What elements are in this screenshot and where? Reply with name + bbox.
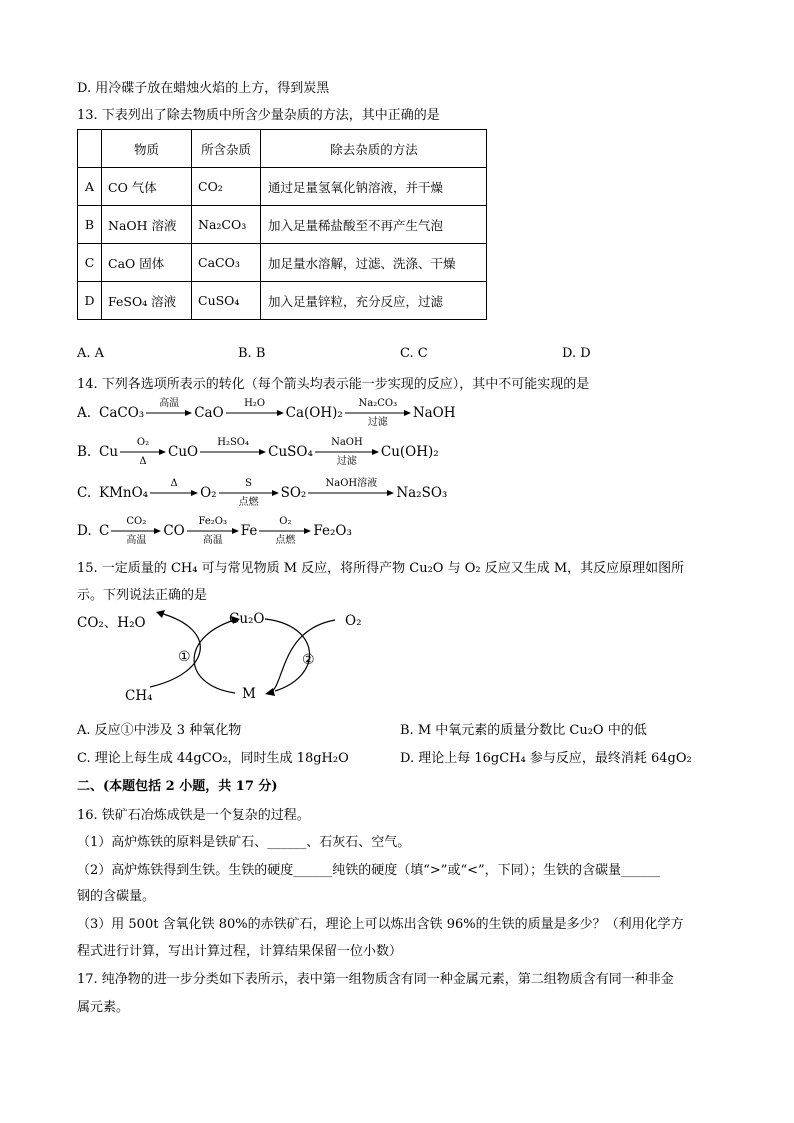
arrow-condition-top: O₂ bbox=[279, 516, 292, 527]
label-step-1: ① bbox=[178, 649, 191, 665]
table-cell: D bbox=[78, 282, 102, 320]
q13-stem: 13. 下表列出了除去物质中所含少量杂质的方法，其中正确的是 bbox=[77, 108, 440, 123]
reaction-arrow bbox=[315, 437, 379, 467]
arrow-icon bbox=[219, 489, 279, 497]
label-ch4: CH₄ bbox=[125, 688, 153, 704]
table-cell: CO 气体 bbox=[102, 168, 192, 206]
reaction-arrow bbox=[111, 516, 161, 546]
q17-stem-line1: 17. 纯净物的进一步分类如下表所示，表中第一组物质含有同一种金属元素，第二组物质含有同一种非金 bbox=[77, 972, 674, 987]
q13-table bbox=[77, 129, 487, 320]
arrow-condition-bottom: 过滤 bbox=[367, 417, 388, 428]
arrow-condition-top: Fe₂O₃ bbox=[198, 516, 228, 527]
q15-option-a: A. 反应①中涉及 3 种氧化物 bbox=[77, 723, 242, 738]
table-header-cell: 物质 bbox=[102, 130, 192, 168]
option-label: B. bbox=[77, 444, 92, 460]
option-label: D. bbox=[77, 523, 92, 539]
table-cell: NaOH 溶液 bbox=[102, 206, 192, 244]
table-header-cell: 除去杂质的方法 bbox=[261, 130, 487, 168]
q15-option-d: D. 理论上每 16gCH₄ 参与反应，最终消耗 64gO₂ bbox=[400, 751, 692, 766]
table-cell: A bbox=[78, 168, 102, 206]
table-row bbox=[78, 168, 487, 206]
q14-option-c bbox=[77, 478, 447, 508]
table-cell: CO₂ bbox=[192, 168, 261, 206]
table-header-row bbox=[78, 130, 487, 168]
q17-stem-line2: 属元素。 bbox=[77, 1000, 130, 1015]
table-cell: Na₂CO₃ bbox=[192, 206, 261, 244]
table-cell: CaCO₃ bbox=[192, 244, 261, 282]
arrow-icon bbox=[111, 527, 161, 535]
species: Cu bbox=[99, 444, 119, 460]
species: Fe₂O₃ bbox=[313, 523, 352, 539]
arrow-condition-top: O₂ bbox=[136, 437, 150, 448]
q14-option-a bbox=[77, 398, 456, 428]
cycle-arc-1 bbox=[150, 613, 200, 687]
reaction-arrow bbox=[345, 398, 411, 428]
cycle-arc-3 bbox=[194, 619, 238, 693]
reaction-arrow bbox=[187, 516, 239, 546]
species: CuSO₄ bbox=[268, 444, 313, 460]
table-cell: CuSO₄ bbox=[192, 282, 261, 320]
reaction-arrow bbox=[259, 516, 311, 546]
arrow-icon bbox=[120, 448, 166, 456]
species: Ca(OH)₂ bbox=[285, 405, 343, 421]
q16-part3-line1: （3）用 500t 含氧化铁 80%的赤铁矿石，理论上可以炼出含铁 96%的生铁的质量是多少？（利用化学方 bbox=[77, 917, 684, 932]
option-label: C. bbox=[77, 485, 92, 501]
species: CO bbox=[163, 523, 185, 539]
label-o2: O₂ bbox=[345, 613, 362, 629]
species: CaO bbox=[194, 405, 224, 421]
reaction-arrow bbox=[200, 437, 266, 467]
reaction-arrow bbox=[150, 478, 198, 508]
arrow-condition-top: NaOH bbox=[331, 437, 363, 448]
label-cu2o: Cu₂O bbox=[229, 611, 265, 627]
arrow-icon bbox=[187, 527, 239, 535]
q16-part1: （1）高炉炼铁的原料是铁矿石、______、石灰石、空气。 bbox=[77, 835, 411, 850]
table-cell: FeSO₄ 溶液 bbox=[102, 282, 192, 320]
label-step-2: ② bbox=[302, 652, 315, 668]
q15-option-c: C. 理论上每生成 44gCO₂，同时生成 18gH₂O bbox=[77, 751, 349, 766]
arrow-condition-top: 高温 bbox=[159, 398, 180, 409]
species: CuO bbox=[168, 444, 199, 460]
table-cell: C bbox=[78, 244, 102, 282]
species: O₂ bbox=[200, 485, 217, 501]
table-cell: 加入足量稀盐酸至不再产生气泡 bbox=[261, 206, 487, 244]
arrow-condition-top: Na₂CO₃ bbox=[358, 398, 398, 409]
table-cell: 通过足量氢氧化钠溶液，并干燥 bbox=[261, 168, 487, 206]
arrow-icon bbox=[226, 409, 284, 417]
arrow-icon bbox=[259, 527, 311, 535]
arrow-icon bbox=[315, 448, 379, 456]
arrow-condition-bottom: 点燃 bbox=[275, 535, 296, 546]
reaction-arrow bbox=[308, 478, 394, 508]
q13-option-c: C. C bbox=[400, 346, 428, 361]
q16-part3-line2: 程式进行计算，写出计算过程，计算结果保留一位小数） bbox=[77, 944, 403, 959]
arrow-condition-top: S bbox=[245, 478, 252, 489]
arrow-icon bbox=[345, 409, 411, 417]
arrow-condition-top: CO₂ bbox=[126, 516, 147, 527]
q13-option-d: D. D bbox=[562, 346, 591, 361]
table-row bbox=[78, 282, 487, 320]
q14-stem: 14. 下列各选项所表示的转化（每个箭头均表示能一步实现的反应），其中不可能实现的是 bbox=[77, 377, 590, 392]
table-row bbox=[78, 206, 487, 244]
arrow-condition-bottom: 点燃 bbox=[238, 497, 259, 508]
arrow-condition-top: H₂SO₄ bbox=[217, 437, 250, 448]
table-cell: B bbox=[78, 206, 102, 244]
option-label: A. bbox=[77, 405, 92, 421]
arrow-icon bbox=[146, 409, 192, 417]
species: CaCO₃ bbox=[99, 405, 145, 421]
table-header-cell bbox=[78, 130, 102, 168]
arrow-condition-top: NaOH溶液 bbox=[325, 478, 378, 489]
reaction-arrow bbox=[219, 478, 279, 508]
reaction-arrow bbox=[120, 437, 166, 467]
arrow-condition-top: H₂O bbox=[244, 398, 266, 409]
table-cell: 加入足量锌粒，充分反应，过滤 bbox=[261, 282, 487, 320]
species: Fe bbox=[240, 523, 258, 539]
table-cell: CaO 固体 bbox=[102, 244, 192, 282]
species: C bbox=[99, 523, 110, 539]
species: KMnO₄ bbox=[99, 485, 149, 501]
arrow-condition-bottom: 高温 bbox=[202, 535, 223, 546]
q14-option-d bbox=[77, 516, 352, 546]
label-products: CO₂、H₂O bbox=[77, 615, 146, 631]
q14-option-b bbox=[77, 437, 439, 467]
arrow-condition-bottom: 高温 bbox=[126, 535, 147, 546]
reaction-arrow bbox=[146, 398, 192, 428]
arrow-icon bbox=[308, 489, 394, 497]
species: Na₂SO₃ bbox=[396, 485, 448, 501]
q15-option-b: B. M 中氧元素的质量分数比 Cu₂O 中的低 bbox=[400, 723, 647, 738]
arrow-condition-bottom: 过滤 bbox=[336, 456, 357, 467]
table-cell: 加足量水溶解，过滤、洗涤、干燥 bbox=[261, 244, 487, 282]
table-row bbox=[78, 244, 487, 282]
q16-part2-line1: （2）高炉炼铁得到生铁。生铁的硬度______纯铁的硬度（填“>”或“<”，下同）；生铁的含碳量______ bbox=[77, 863, 661, 878]
species: SO₂ bbox=[280, 485, 307, 501]
arrow-condition-bottom: Δ bbox=[139, 456, 147, 467]
arrow-icon bbox=[150, 489, 198, 497]
species: Cu(OH)₂ bbox=[380, 444, 439, 460]
q16-part2-line2: 钢的含碳量。 bbox=[77, 889, 156, 904]
species: NaOH bbox=[412, 405, 456, 421]
q15-stem-line1: 15. 一定质量的 CH₄ 可与常见物质 M 反应，将所得产物 Cu₂O 与 O₂ 反应又生成 M，其反应原理如图所 bbox=[77, 561, 685, 576]
table-header-cell: 所含杂质 bbox=[192, 130, 261, 168]
q15-stem-line2: 示。下列说法正确的是 bbox=[77, 588, 208, 603]
reaction-arrow bbox=[226, 398, 284, 428]
label-m: M bbox=[242, 686, 256, 702]
arrow-condition-top: Δ bbox=[170, 478, 178, 489]
section-heading: 二、(本题包括 2 小题，共 17 分) bbox=[77, 779, 278, 794]
q12-option-d: D. 用冷碟子放在蜡烛火焰的上方，得到炭黑 bbox=[77, 81, 330, 96]
q16-stem: 16. 铁矿石冶炼成铁是一个复杂的过程。 bbox=[77, 808, 310, 823]
arrow-icon bbox=[200, 448, 266, 456]
q13-option-b: B. B bbox=[238, 346, 266, 361]
q13-option-a: A. A bbox=[77, 346, 105, 361]
